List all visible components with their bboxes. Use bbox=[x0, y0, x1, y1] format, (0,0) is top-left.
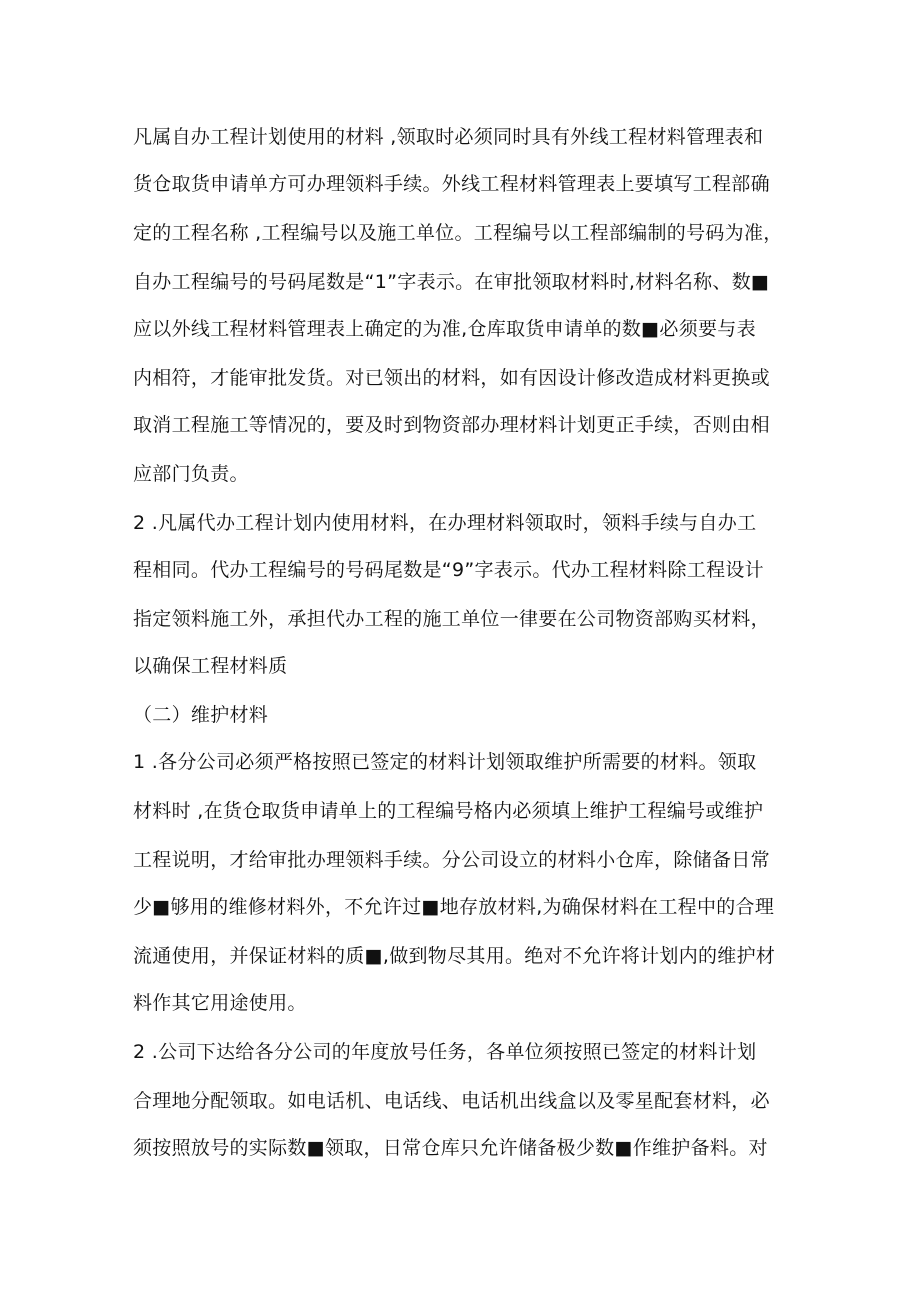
paragraph-line: 自办工程编号的号码尾数是“1”字表示。在审批领取材料时,材料名称、数■ bbox=[133, 271, 770, 293]
paragraph-line: 1 .各分公司必须严格按照已签定的材料计划领取维护所需要的材料。领取 bbox=[133, 751, 757, 773]
paragraph-line: 程相同。代办工程编号的号码尾数是“9”字表示。代办工程材料除工程设计 bbox=[133, 559, 764, 581]
paragraph-line: 应部门负责。 bbox=[133, 463, 249, 485]
paragraph-line: 须按照放号的实际数■领取，日常仓库只允许储备极少数■作维护备料。对 bbox=[133, 1137, 768, 1159]
paragraph-line: 凡属自办工程计划使用的材料 ,领取时必须同时具有外线工程材料管理表和 bbox=[133, 126, 764, 148]
paragraph-line: 指定领料施工外，承担代办工程的施工单位一律要在公司物资部购买材料， bbox=[133, 608, 770, 630]
paragraph-line: 内相符，才能审批发货。对已领出的材料，如有因设计修改造成材料更换或 bbox=[133, 367, 770, 389]
paragraph-line: 少■够用的维修材料外，不允许过■地存放材料,为确保材料在工程中的合理 bbox=[133, 896, 775, 918]
section-heading: （二）维护材料 bbox=[133, 704, 269, 726]
paragraph-line: 取消工程施工等情况的，要及时到物资部办理材料计划更正手续，否则由相 bbox=[133, 414, 770, 436]
paragraph-line: 材料时 ,在货仓取货申请单上的工程编号格内必须填上维护工程编号或维护 bbox=[133, 800, 764, 822]
paragraph-line: 定的工程名称 ,工程编号以及施工单位。工程编号以工程部编制的号码为准， bbox=[133, 222, 783, 244]
paragraph-line: 工程说明，才给审批办理领料手续。分公司设立的材料小仓库，除储备日常 bbox=[133, 849, 770, 871]
paragraph-line: 以确保工程材料质 bbox=[133, 655, 288, 677]
paragraph-line: 货仓取货申请单方可办理领料手续。外线工程材料管理表上要填写工程部确 bbox=[133, 173, 770, 195]
paragraph-line: 2 .公司下达给各分公司的年度放号任务，各单位须按照已签定的材料计划 bbox=[133, 1041, 757, 1063]
paragraph-line: 2 .凡属代办工程计划内使用材料，在办理材料领取时，领料手续与自办工 bbox=[133, 512, 757, 534]
paragraph-line: 应以外线工程材料管理表上确定的为准,仓库取货申请单的数■必须要与表 bbox=[133, 318, 756, 340]
paragraph-line: 流通使用，并保证材料的质■,做到物尽其用。绝对不允许将计划内的维护材 bbox=[133, 945, 776, 967]
paragraph-line: 料作其它用途使用。 bbox=[133, 992, 307, 1014]
paragraph-line: 合理地分配领取。如电话机、电话线、电话机出线盒以及零星配套材料，必 bbox=[133, 1090, 770, 1112]
